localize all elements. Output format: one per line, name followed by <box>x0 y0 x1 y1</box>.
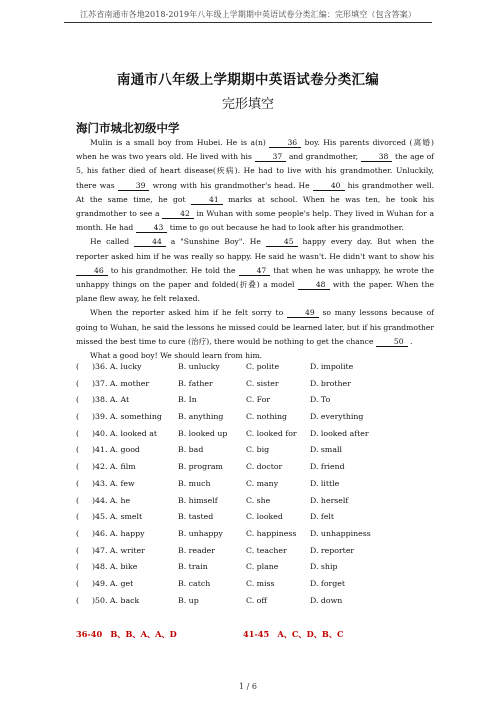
option-b: B. anything <box>178 412 224 422</box>
blank-42: 42 <box>162 209 194 219</box>
section-title: 完形填空 <box>221 97 274 112</box>
blank-38: 38 <box>361 152 393 162</box>
option-c: C. happiness <box>246 528 297 538</box>
option-c: C. teacher <box>246 545 287 555</box>
option-b: B. unlucky <box>178 362 220 371</box>
option-d: D. brother <box>310 378 351 388</box>
blank-48: 48 <box>298 280 330 290</box>
option-row-45: ( )45. A. smelt B. tasted C. looked D. felt <box>76 512 335 522</box>
option-a: )46. A. happy <box>92 528 145 538</box>
option-d: D. everything <box>310 412 364 422</box>
option-b: B. train <box>178 562 208 572</box>
option-c: C. plane <box>246 562 279 572</box>
option-row-44: ( )44. A. he B. himself C. she D. herself <box>76 495 349 505</box>
option-c: C. polite <box>246 362 280 371</box>
option-a: )38. A. At <box>92 395 130 405</box>
running-header: 江苏省南通市各地2018-2019年八年级上学期期中英语试卷分类汇编：完形填空（包含答案） <box>80 10 416 19</box>
option-d: D. little <box>310 478 340 488</box>
option-b: B. much <box>178 478 211 488</box>
option-d: D. felt <box>310 512 335 522</box>
blank-40: 40 <box>313 181 345 191</box>
option-d: D. reporter <box>310 545 355 555</box>
blank-43: 43 <box>136 223 168 233</box>
blank-50: 50 <box>376 337 408 347</box>
option-row-39: ( )39. A. something B. anything C. nothing D. everything <box>76 412 364 422</box>
option-a: )47. A. writer <box>92 545 145 555</box>
option-a: )39. A. something <box>92 412 162 422</box>
blank-37: 37 <box>255 152 287 162</box>
option-a: )49. A. get <box>92 578 134 588</box>
option-row-49: ( )49. A. get B. catch C. miss D. forget <box>76 578 345 588</box>
passage-paragraph-2: He called 44 a "Sunshine Boy". He 45 happy every day. But when the reporter asked him if he was really so happy. He said he wasn't. He didn't want to show his 46 to his grandmother. He told the 47 that when he was unhappy, he wrote the unhappy things on the paper and folded(折叠) a model 48 with the paper. When the plane flew away, he felt relaxed. <box>76 237 434 304</box>
option-row-40: ( )40. A. looked at B. looked up C. looked for D. looked after <box>76 428 369 438</box>
option-row-48: ( )48. A. bike B. train C. plane D. ship <box>76 562 338 572</box>
option-d: D. unhappiness <box>310 528 371 538</box>
passage-paragraph-3: When the reporter asked him if he felt sorry to 49 so many lessons because of going to Wuhan, he said the lessons he missed could be learned later, but if his grandmother missed the best time to cure (治疗), there would be nothing to get the chance 50 . <box>76 308 435 346</box>
option-b: B. tasted <box>178 512 214 522</box>
document-title: 南通市八年级上学期期中英语试卷分类汇编 <box>116 72 380 88</box>
option-a: )37. A. mother <box>92 378 150 388</box>
option-d: D. down <box>310 595 343 605</box>
option-b: B. looked up <box>178 428 228 438</box>
option-d: D. looked after <box>310 428 369 438</box>
option-c: C. For <box>246 395 271 405</box>
option-row-46: ( )46. A. happy B. unhappy C. happiness D. unhappiness <box>76 528 371 538</box>
option-row-50: ( )50. A. back B. up C. off D. down <box>76 595 343 605</box>
option-a: )50. A. back <box>92 595 140 605</box>
option-b: B. catch <box>178 578 211 588</box>
option-c: C. big <box>246 445 270 455</box>
blank-36: 36 <box>269 138 301 148</box>
option-a: )36. A. lucky <box>92 362 142 371</box>
option-row-41: ( )41. A. good B. bad C. big D. small <box>76 445 342 455</box>
option-c: C. she <box>246 495 271 505</box>
option-b: B. bad <box>178 445 204 455</box>
option-c: C. looked <box>246 512 283 522</box>
blank-45: 45 <box>266 237 298 247</box>
option-row-38: ( )38. A. At B. In C. For D. To <box>76 395 331 405</box>
answer-key-41-45: 41-45 A、C、D、B、C <box>243 629 344 639</box>
option-row-43: ( )43. A. few B. much C. many D. little <box>76 478 340 488</box>
option-row-36: ( )36. A. lucky B. unlucky C. polite D. impolite <box>76 362 354 371</box>
blank-46: 46 <box>76 266 108 276</box>
passage-paragraph-4: What a good boy! We should learn from him. <box>90 351 263 361</box>
option-a: )45. A. smelt <box>92 512 143 522</box>
option-b: B. up <box>178 595 199 605</box>
option-c: C. nothing <box>246 412 288 422</box>
school-name: 海门市城北初级中学 <box>76 121 180 135</box>
option-a: )43. A. few <box>92 478 135 488</box>
option-b: B. himself <box>178 495 218 505</box>
blank-44: 44 <box>134 237 166 247</box>
option-a: )41. A. good <box>92 445 140 455</box>
passage-paragraph-1: Mulin is a small boy from Hubei. He is a(n) 36 boy. His parents divorced (离婚) when he was two years old. He lived with his 37 and grandmother, 38 the age of 5, his father died of heart disease(疾病). He had to live with his grandmother. Unluckily, there was 39 wrong with his grandmother's head. He 40 his grandmother well. At the same time, he got 41 marks at school. When he was ten, he took his grandmother to see a 42 in Wuhan with some people's help. They lived in Wuhan for a month. He had 43 time to go out because he had to look after his grandmother. <box>76 138 435 233</box>
option-b: B. program <box>178 462 223 472</box>
option-row-42: ( )42. A. film B. program C. doctor D. friend <box>76 462 345 472</box>
option-b: B. reader <box>178 545 216 555</box>
option-d: D. small <box>310 445 342 455</box>
option-c: C. doctor <box>246 462 283 472</box>
cloze-passage <box>76 136 434 363</box>
page-number: 1 / 6 <box>239 682 257 691</box>
option-b: B. In <box>178 395 197 405</box>
option-d: D. friend <box>310 462 345 472</box>
option-a: )42. A. film <box>92 462 136 472</box>
option-c: C. off <box>246 595 267 605</box>
option-a: )40. A. looked at <box>92 428 157 438</box>
blank-41: 41 <box>191 195 223 205</box>
option-c: C. looked for <box>246 428 297 438</box>
option-row-37: ( )37. A. mother B. father C. sister D. brother <box>76 378 351 388</box>
blank-49: 49 <box>287 308 319 318</box>
option-b: B. father <box>178 378 213 388</box>
option-a: )44. A. he <box>92 495 131 505</box>
option-d: D. ship <box>310 562 338 572</box>
blank-39: 39 <box>118 181 150 191</box>
answer-key-36-40: 36-40 B、B、A、A、D <box>76 629 177 639</box>
option-c: C. many <box>246 478 279 488</box>
option-row-47: ( )47. A. writer B. reader C. teacher D. reporter <box>76 545 355 555</box>
option-a: )48. A. bike <box>92 562 138 572</box>
answer-options-list <box>76 362 436 612</box>
option-b: B. unhappy <box>178 528 223 538</box>
option-c: C. miss <box>246 578 275 588</box>
option-d: D. forget <box>310 578 345 588</box>
option-d: D. To <box>310 395 331 405</box>
option-d: D. impolite <box>310 362 354 371</box>
blank-47: 47 <box>239 266 271 276</box>
header-divider <box>64 22 432 23</box>
option-d: D. herself <box>310 495 349 505</box>
option-c: C. sister <box>246 378 279 388</box>
